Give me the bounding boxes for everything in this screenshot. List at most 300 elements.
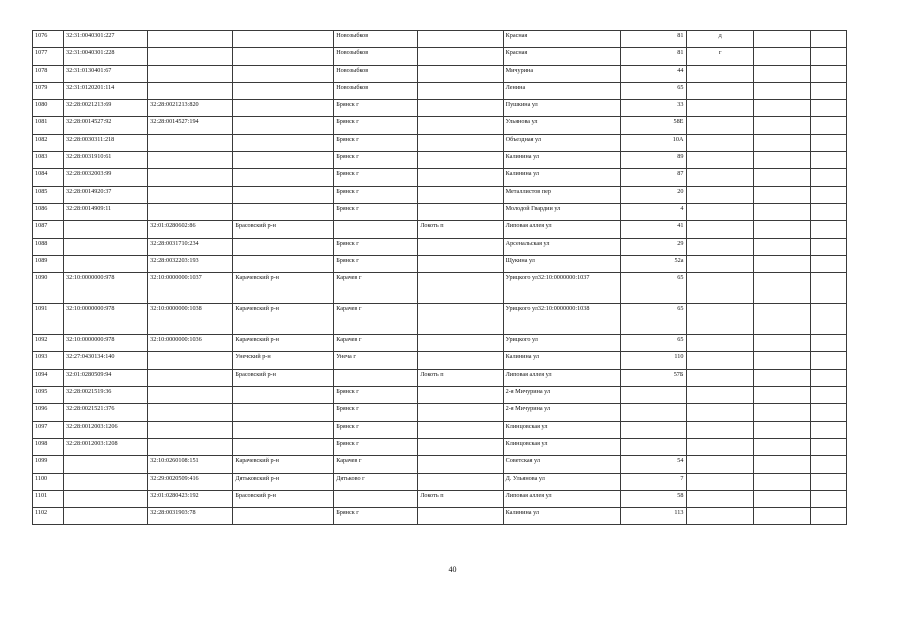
row-number-cell: 1081 xyxy=(33,117,64,134)
district-cell: Дятьковский р-н xyxy=(233,473,334,490)
street-cell: Калинина ул xyxy=(503,508,620,525)
table-row xyxy=(33,65,847,82)
extra-marker-cell xyxy=(687,100,753,117)
extra-col-1-cell xyxy=(753,221,811,238)
extra-col-2-cell xyxy=(811,169,847,186)
page-number: 40 xyxy=(448,565,457,574)
cadastral-number-cell: 32:28:0014920:37 xyxy=(64,186,148,203)
parent-cadastral-number-cell xyxy=(148,203,233,220)
row-number-cell: 1082 xyxy=(33,134,64,151)
house-number-cell: 7 xyxy=(621,473,687,490)
district-cell xyxy=(233,387,334,404)
parent-cadastral-number-cell xyxy=(148,48,233,65)
district-cell xyxy=(233,152,334,169)
extra-col-2-cell xyxy=(811,352,847,369)
extra-col-2-cell xyxy=(811,186,847,203)
house-number-cell: 10А xyxy=(621,134,687,151)
row-number-cell: 1076 xyxy=(33,31,64,48)
row-number-cell: 1097 xyxy=(33,421,64,438)
row-number-cell: 1091 xyxy=(33,304,64,335)
locality-cell: Локоть п xyxy=(418,369,503,386)
extra-col-1-cell xyxy=(753,473,811,490)
table-row xyxy=(33,152,847,169)
cadastral-number-cell xyxy=(64,221,148,238)
settlement-cell xyxy=(334,490,418,507)
extra-col-2-cell xyxy=(811,238,847,255)
extra-col-2-cell xyxy=(811,221,847,238)
table-row xyxy=(33,48,847,65)
house-number-cell: 113 xyxy=(621,508,687,525)
table-row xyxy=(33,438,847,455)
locality-cell xyxy=(418,255,503,272)
table-row xyxy=(33,335,847,352)
district-cell xyxy=(233,438,334,455)
district-cell xyxy=(233,238,334,255)
settlement-cell: Брянск г xyxy=(334,404,418,421)
row-number-cell: 1090 xyxy=(33,273,64,304)
extra-marker-cell xyxy=(687,508,753,525)
parent-cadastral-number-cell xyxy=(148,438,233,455)
settlement-cell: Новозыбков xyxy=(334,48,418,65)
cadastral-number-cell: 32:31:0040301:228 xyxy=(64,48,148,65)
house-number-cell xyxy=(621,387,687,404)
parent-cadastral-number-cell xyxy=(148,369,233,386)
parent-cadastral-number-cell: 32:29:0020509:416 xyxy=(148,473,233,490)
settlement-cell: Брянск г xyxy=(334,508,418,525)
extra-col-1-cell xyxy=(753,352,811,369)
house-number-cell xyxy=(621,438,687,455)
row-number-cell: 1102 xyxy=(33,508,64,525)
house-number-cell: 110 xyxy=(621,352,687,369)
extra-marker-cell xyxy=(687,255,753,272)
district-cell xyxy=(233,82,334,99)
street-cell: Щукина ул xyxy=(503,255,620,272)
extra-marker-cell xyxy=(687,352,753,369)
house-number-cell: 87 xyxy=(621,169,687,186)
house-number-cell: 65 xyxy=(621,304,687,335)
table-row xyxy=(33,387,847,404)
street-cell: Пушкина ул xyxy=(503,100,620,117)
row-number-cell: 1079 xyxy=(33,82,64,99)
settlement-cell: Унеча г xyxy=(334,352,418,369)
street-cell: Арсенальская ул xyxy=(503,238,620,255)
district-cell: Брасовский р-н xyxy=(233,490,334,507)
cadastral-number-cell: 32:10:0000000:978 xyxy=(64,304,148,335)
cadastral-number-cell: 32:10:0000000:978 xyxy=(64,273,148,304)
row-number-cell: 1101 xyxy=(33,490,64,507)
extra-col-1-cell xyxy=(753,169,811,186)
row-number-cell: 1092 xyxy=(33,335,64,352)
extra-marker-cell xyxy=(687,82,753,99)
extra-col-2-cell xyxy=(811,335,847,352)
extra-col-1-cell xyxy=(753,369,811,386)
locality-cell xyxy=(418,186,503,203)
street-cell: Клинцовская ул xyxy=(503,421,620,438)
extra-marker-cell xyxy=(687,387,753,404)
locality-cell xyxy=(418,82,503,99)
parent-cadastral-number-cell: 32:28:0014527:194 xyxy=(148,117,233,134)
locality-cell xyxy=(418,438,503,455)
extra-marker-cell: г xyxy=(687,48,753,65)
house-number-cell: 81 xyxy=(621,31,687,48)
extra-col-1-cell xyxy=(753,117,811,134)
locality-cell xyxy=(418,352,503,369)
street-cell: Урицкого ул xyxy=(503,335,620,352)
locality-cell xyxy=(418,421,503,438)
extra-col-2-cell xyxy=(811,31,847,48)
house-number-cell xyxy=(621,421,687,438)
house-number-cell: 54 xyxy=(621,456,687,473)
cadastral-number-cell: 32:28:0030311:218 xyxy=(64,134,148,151)
extra-col-1-cell xyxy=(753,238,811,255)
cadastral-number-cell: 32:01:0280509:94 xyxy=(64,369,148,386)
parent-cadastral-number-cell xyxy=(148,82,233,99)
cadastral-number-cell: 32:28:0012003:1206 xyxy=(64,421,148,438)
street-cell: 2-я Мичурина ул xyxy=(503,387,620,404)
table-row xyxy=(33,473,847,490)
settlement-cell: Брянск г xyxy=(334,117,418,134)
street-cell: Д. Ульянова ул xyxy=(503,473,620,490)
cadastral-number-cell: 32:28:0021519:36 xyxy=(64,387,148,404)
street-cell: Урицкого ул32:10:0000000:1037 xyxy=(503,273,620,304)
cadastral-number-cell: 32:31:0130401:67 xyxy=(64,65,148,82)
table-row xyxy=(33,186,847,203)
street-cell: Урицкого ул32:10:0000000:1038 xyxy=(503,304,620,335)
district-cell: Брасовский р-н xyxy=(233,221,334,238)
extra-col-1-cell xyxy=(753,186,811,203)
extra-col-1-cell xyxy=(753,31,811,48)
street-cell: Металлистов пер xyxy=(503,186,620,203)
parent-cadastral-number-cell xyxy=(148,387,233,404)
extra-col-1-cell xyxy=(753,255,811,272)
settlement-cell xyxy=(334,221,418,238)
extra-col-1-cell xyxy=(753,134,811,151)
extra-col-1-cell xyxy=(753,456,811,473)
extra-marker-cell xyxy=(687,203,753,220)
house-number-cell: 44 xyxy=(621,65,687,82)
extra-col-1-cell xyxy=(753,404,811,421)
extra-marker-cell xyxy=(687,404,753,421)
extra-marker-cell xyxy=(687,273,753,304)
district-cell xyxy=(233,31,334,48)
parent-cadastral-number-cell xyxy=(148,152,233,169)
cadastral-number-cell: 32:31:0040301:227 xyxy=(64,31,148,48)
street-cell: Липовая аллея ул xyxy=(503,369,620,386)
settlement-cell xyxy=(334,369,418,386)
extra-col-2-cell xyxy=(811,508,847,525)
table-row xyxy=(33,490,847,507)
row-number-cell: 1077 xyxy=(33,48,64,65)
settlement-cell: Карачев г xyxy=(334,335,418,352)
table-row xyxy=(33,456,847,473)
extra-col-2-cell xyxy=(811,404,847,421)
street-cell: Клинцовская ул xyxy=(503,438,620,455)
house-number-cell: 65 xyxy=(621,273,687,304)
row-number-cell: 1089 xyxy=(33,255,64,272)
table-row xyxy=(33,238,847,255)
street-cell: Ульянова ул xyxy=(503,117,620,134)
parent-cadastral-number-cell xyxy=(148,352,233,369)
parent-cadastral-number-cell xyxy=(148,186,233,203)
extra-col-1-cell xyxy=(753,421,811,438)
extra-marker-cell xyxy=(687,134,753,151)
parent-cadastral-number-cell: 32:10:0000000:1036 xyxy=(148,335,233,352)
extra-marker-cell xyxy=(687,152,753,169)
locality-cell xyxy=(418,404,503,421)
district-cell xyxy=(233,203,334,220)
parent-cadastral-number-cell xyxy=(148,65,233,82)
locality-cell xyxy=(418,273,503,304)
settlement-cell: Дятьково г xyxy=(334,473,418,490)
extra-col-1-cell xyxy=(753,273,811,304)
extra-marker-cell xyxy=(687,304,753,335)
row-number-cell: 1080 xyxy=(33,100,64,117)
extra-col-2-cell xyxy=(811,490,847,507)
house-number-cell: 41 xyxy=(621,221,687,238)
extra-marker-cell xyxy=(687,221,753,238)
extra-marker-cell xyxy=(687,186,753,203)
cadastral-number-cell: 32:28:0021521:376 xyxy=(64,404,148,421)
cadastral-number-cell: 32:28:0014909:11 xyxy=(64,203,148,220)
house-number-cell: 58Е xyxy=(621,117,687,134)
table-row xyxy=(33,82,847,99)
locality-cell xyxy=(418,508,503,525)
house-number-cell: 4 xyxy=(621,203,687,220)
extra-marker-cell xyxy=(687,117,753,134)
extra-col-2-cell xyxy=(811,82,847,99)
house-number-cell: 33 xyxy=(621,100,687,117)
street-cell: Объездная ул xyxy=(503,134,620,151)
extra-marker-cell xyxy=(687,490,753,507)
settlement-cell: Брянск г xyxy=(334,387,418,404)
row-number-cell: 1095 xyxy=(33,387,64,404)
district-cell: Карачевский р-н xyxy=(233,304,334,335)
parent-cadastral-number-cell: 32:10:0000000:1038 xyxy=(148,304,233,335)
extra-col-2-cell xyxy=(811,369,847,386)
extra-marker-cell xyxy=(687,421,753,438)
district-cell: Карачевский р-н xyxy=(233,456,334,473)
cadastral-number-cell xyxy=(64,456,148,473)
cadastral-number-cell xyxy=(64,255,148,272)
extra-col-1-cell xyxy=(753,65,811,82)
locality-cell xyxy=(418,456,503,473)
cadastral-number-cell: 32:28:0032003:99 xyxy=(64,169,148,186)
house-number-cell: 29 xyxy=(621,238,687,255)
house-number-cell: 20 xyxy=(621,186,687,203)
row-number-cell: 1093 xyxy=(33,352,64,369)
settlement-cell: Брянск г xyxy=(334,255,418,272)
settlement-cell: Брянск г xyxy=(334,203,418,220)
extra-marker-cell xyxy=(687,238,753,255)
extra-col-1-cell xyxy=(753,508,811,525)
street-cell: Красная xyxy=(503,48,620,65)
cadastral-number-cell xyxy=(64,473,148,490)
cadastral-number-cell xyxy=(64,508,148,525)
row-number-cell: 1100 xyxy=(33,473,64,490)
extra-marker-cell xyxy=(687,169,753,186)
row-number-cell: 1099 xyxy=(33,456,64,473)
district-cell: Унечский р-н xyxy=(233,352,334,369)
extra-col-2-cell xyxy=(811,203,847,220)
street-cell: Молодой Гвардии ул xyxy=(503,203,620,220)
cadastral-number-cell xyxy=(64,238,148,255)
extra-col-1-cell xyxy=(753,100,811,117)
street-cell: Калинина ул xyxy=(503,152,620,169)
locality-cell xyxy=(418,31,503,48)
extra-col-2-cell xyxy=(811,438,847,455)
cadastral-number-cell: 32:28:0014527:92 xyxy=(64,117,148,134)
row-number-cell: 1078 xyxy=(33,65,64,82)
parent-cadastral-number-cell: 32:10:0260108:151 xyxy=(148,456,233,473)
extra-col-2-cell xyxy=(811,48,847,65)
row-number-cell: 1088 xyxy=(33,238,64,255)
district-cell: Карачевский р-н xyxy=(233,273,334,304)
row-number-cell: 1087 xyxy=(33,221,64,238)
street-cell: Калинина ул xyxy=(503,352,620,369)
settlement-cell: Новозыбков xyxy=(334,65,418,82)
table-row xyxy=(33,508,847,525)
cadastral-number-cell: 32:10:0000000:978 xyxy=(64,335,148,352)
locality-cell xyxy=(418,169,503,186)
extra-marker-cell xyxy=(687,65,753,82)
district-cell: Брасовский р-н xyxy=(233,369,334,386)
street-cell: Липовая аллея ул xyxy=(503,490,620,507)
table-row xyxy=(33,100,847,117)
district-cell xyxy=(233,117,334,134)
settlement-cell: Брянск г xyxy=(334,186,418,203)
cadastral-number-cell xyxy=(64,490,148,507)
extra-col-2-cell xyxy=(811,473,847,490)
register-table xyxy=(32,30,847,525)
extra-col-2-cell xyxy=(811,304,847,335)
settlement-cell: Брянск г xyxy=(334,421,418,438)
extra-col-2-cell xyxy=(811,117,847,134)
locality-cell xyxy=(418,100,503,117)
parent-cadastral-number-cell: 32:01:0280423:192 xyxy=(148,490,233,507)
extra-col-1-cell xyxy=(753,152,811,169)
locality-cell xyxy=(418,473,503,490)
extra-col-2-cell xyxy=(811,456,847,473)
table-row xyxy=(33,203,847,220)
district-cell xyxy=(233,134,334,151)
table-row xyxy=(33,421,847,438)
settlement-cell: Новозыбков xyxy=(334,82,418,99)
row-number-cell: 1098 xyxy=(33,438,64,455)
house-number-cell xyxy=(621,404,687,421)
street-cell: Мичурина xyxy=(503,65,620,82)
house-number-cell: 57Б xyxy=(621,369,687,386)
house-number-cell: 81 xyxy=(621,48,687,65)
table-row xyxy=(33,404,847,421)
settlement-cell: Брянск г xyxy=(334,152,418,169)
table-row xyxy=(33,221,847,238)
settlement-cell: Брянск г xyxy=(334,100,418,117)
parent-cadastral-number-cell: 32:28:0032203:193 xyxy=(148,255,233,272)
house-number-cell: 89 xyxy=(621,152,687,169)
settlement-cell: Брянск г xyxy=(334,134,418,151)
table-row xyxy=(33,255,847,272)
locality-cell xyxy=(418,335,503,352)
extra-marker-cell xyxy=(687,438,753,455)
locality-cell xyxy=(418,304,503,335)
district-cell xyxy=(233,255,334,272)
street-cell: 2-я Мичурина ул xyxy=(503,404,620,421)
extra-marker-cell xyxy=(687,473,753,490)
settlement-cell: Брянск г xyxy=(334,238,418,255)
cadastral-number-cell: 32:31:0120201:114 xyxy=(64,82,148,99)
row-number-cell: 1084 xyxy=(33,169,64,186)
extra-col-1-cell xyxy=(753,82,811,99)
extra-col-2-cell xyxy=(811,421,847,438)
locality-cell xyxy=(418,117,503,134)
row-number-cell: 1085 xyxy=(33,186,64,203)
extra-col-1-cell xyxy=(753,335,811,352)
street-cell: Калинина ул xyxy=(503,169,620,186)
extra-marker-cell xyxy=(687,456,753,473)
table-row xyxy=(33,352,847,369)
parent-cadastral-number-cell xyxy=(148,404,233,421)
row-number-cell: 1086 xyxy=(33,203,64,220)
settlement-cell: Новозыбков xyxy=(334,31,418,48)
street-cell: Ленина xyxy=(503,82,620,99)
table-row xyxy=(33,273,847,304)
locality-cell xyxy=(418,238,503,255)
extra-col-1-cell xyxy=(753,438,811,455)
locality-cell xyxy=(418,387,503,404)
table-row xyxy=(33,169,847,186)
district-cell xyxy=(233,169,334,186)
extra-col-2-cell xyxy=(811,273,847,304)
street-cell: Красная xyxy=(503,31,620,48)
extra-marker-cell: д xyxy=(687,31,753,48)
street-cell: Советская ул xyxy=(503,456,620,473)
parent-cadastral-number-cell: 32:28:0021213:820 xyxy=(148,100,233,117)
house-number-cell: 52а xyxy=(621,255,687,272)
row-number-cell: 1096 xyxy=(33,404,64,421)
locality-cell xyxy=(418,48,503,65)
house-number-cell: 58 xyxy=(621,490,687,507)
row-number-cell: 1083 xyxy=(33,152,64,169)
district-cell xyxy=(233,100,334,117)
cadastral-number-cell: 32:27:0430134:140 xyxy=(64,352,148,369)
district-cell xyxy=(233,508,334,525)
locality-cell xyxy=(418,203,503,220)
extra-col-1-cell xyxy=(753,48,811,65)
row-number-cell: 1094 xyxy=(33,369,64,386)
extra-col-2-cell xyxy=(811,100,847,117)
parent-cadastral-number-cell: 32:01:0280602:86 xyxy=(148,221,233,238)
locality-cell xyxy=(418,65,503,82)
street-cell: Липовая аллея ул xyxy=(503,221,620,238)
extra-col-2-cell xyxy=(811,65,847,82)
parent-cadastral-number-cell xyxy=(148,31,233,48)
table-body xyxy=(33,31,847,525)
extra-col-1-cell xyxy=(753,304,811,335)
table-row xyxy=(33,369,847,386)
parent-cadastral-number-cell: 32:28:0031903:78 xyxy=(148,508,233,525)
extra-col-2-cell xyxy=(811,387,847,404)
parent-cadastral-number-cell xyxy=(148,421,233,438)
settlement-cell: Брянск г xyxy=(334,169,418,186)
cadastral-number-cell: 32:28:0031910:61 xyxy=(64,152,148,169)
cadastral-number-cell: 32:28:0012003:1208 xyxy=(64,438,148,455)
table-row xyxy=(33,134,847,151)
cadastral-number-cell: 32:28:0021213:69 xyxy=(64,100,148,117)
locality-cell: Локоть п xyxy=(418,221,503,238)
house-number-cell: 65 xyxy=(621,82,687,99)
extra-marker-cell xyxy=(687,335,753,352)
locality-cell xyxy=(418,134,503,151)
